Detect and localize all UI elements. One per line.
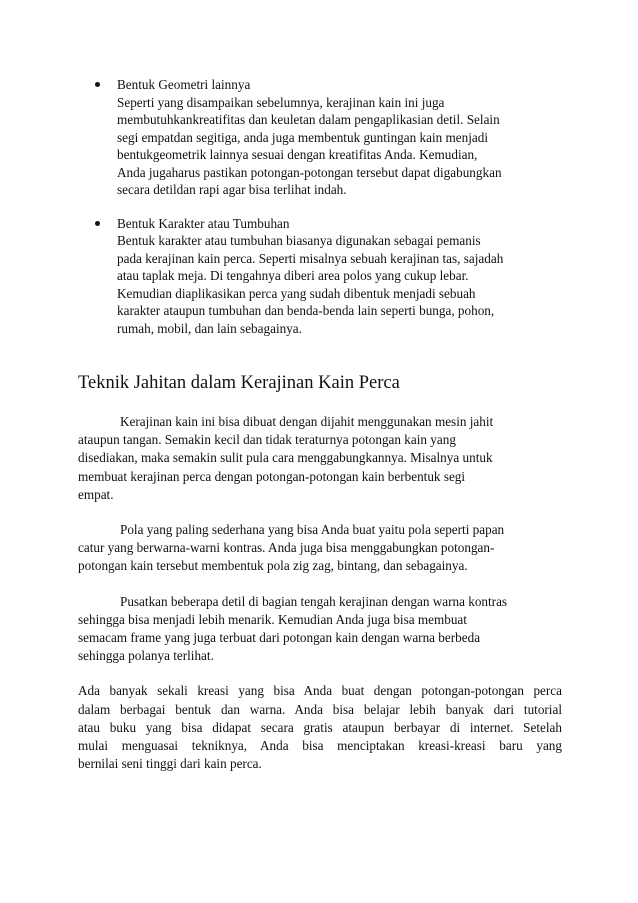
bullet-title: Bentuk Geometri lainnya [117,77,251,92]
paragraph [78,593,562,666]
paragraph-line: Kerajinan kain ini bisa dibuat dengan dijahit menggunakan mesin jahit [120,414,494,429]
bullet-text-line: Kemudian diaplikasikan perca yang sudah dibentuk menjadi sebuah [117,285,476,301]
bullet-text-line: secara detildan rapi agar bisa terlihat indah. [117,182,347,197]
paragraph-line: disediakan, maka semakin sulit pula cara menggabungkannya. Misalnya untuk [78,450,493,466]
bullet-text-line: Anda jugaharus pastikan potongan-potongan tersebut dapat digabungkan [117,164,502,180]
bullet-text-line: membutuhkankreatifitas dan keuletan dalam pengaplikasian detil. Selain [117,112,500,127]
paragraph-line: dalam berbagai bentuk dan warna. Anda bisa belajar lebih banyak dari tutorial [78,701,562,717]
paragraph-line: ataupun tangan. Semakin kecil dan tidak teraturnya potongan kain yang [78,432,456,448]
bullet-text-line: bentukgeometrik lainnya sesuai dengan kreatifitas Anda. Kemudian, [117,147,478,162]
bullet-item-karakter [95,215,565,338]
paragraph-line: Pusatkan beberapa detil di bagian tengah kerajinan dengan warna kontras [120,593,508,609]
paragraph [78,521,562,576]
bullet-item-geometri [95,76,565,199]
bullet-text-line: karakter ataupun tumbuhan dan benda-benda lain seperti bunga, pohon, [117,303,495,318]
paragraph-line: sehingga polanya terlihat. [78,648,214,664]
paragraph-line: bernilai seni tinggi dari kain perca. [78,756,262,772]
paragraph-line: Ada banyak sekali kreasi yang bisa Anda buat dengan potongan-potongan perca [78,683,562,699]
paragraph [78,682,562,773]
paragraph-line: membuat kerajinan perca dengan potongan-potongan kain berbentuk segi [78,468,466,484]
bullet-text-line: rumah, mobil, dan lain sebagainya. [117,320,302,336]
paragraph-line: potongan kain tersebut membentuk pola zig zag, bintang, dan sebagainya. [78,558,468,574]
bullet-text-line: atau taplak meja. Di tengahnya diberi area polos yang cukup lebar. [117,268,469,283]
bullet-title: Bentuk Karakter atau Tumbuhan [117,215,290,231]
paragraph-line: Pola yang paling sederhana yang bisa Anda buat yaitu pola seperti papan [120,522,505,538]
bullet-dot-icon [95,82,100,87]
bullet-list [95,76,565,353]
section-heading: Teknik Jahitan dalam Kerajinan Kain Perca [78,373,400,393]
bullet-text-line: pada kerajinan kain perca. Seperti misalnya sebuah kerajinan tas, sajadah [117,250,504,266]
paragraph [78,413,562,504]
paragraph-line: mulai menguasai tekniknya, Anda bisa menciptakan kreasi-kreasi baru yang [78,738,562,754]
paragraph-line: semacam frame yang juga terbuat dari potongan kain dengan warna berbeda [78,630,481,646]
paragraph-line: sehingga bisa menjadi lebih menarik. Kemudian Anda juga bisa membuat [78,611,467,627]
paragraph-line: catur yang berwarna-warni kontras. Anda juga bisa menggabungkan potongan- [78,540,495,556]
paragraph-line: atau buku yang bisa didapat secara gratis ataupun berbayar di internet. Setelah [78,719,562,735]
paragraph-line: empat. [78,486,114,502]
bullet-text-line: Bentuk karakter atau tumbuhan biasanya digunakan sebagai pemanis [117,233,481,248]
body-text [78,413,562,790]
bullet-dot-icon [95,221,100,226]
bullet-text-line: Seperti yang disampaikan sebelumnya, kerajinan kain ini juga [117,94,445,110]
bullet-text-line: segi empatdan segitiga, anda juga membentuk guntingan kain menjadi [117,129,488,145]
